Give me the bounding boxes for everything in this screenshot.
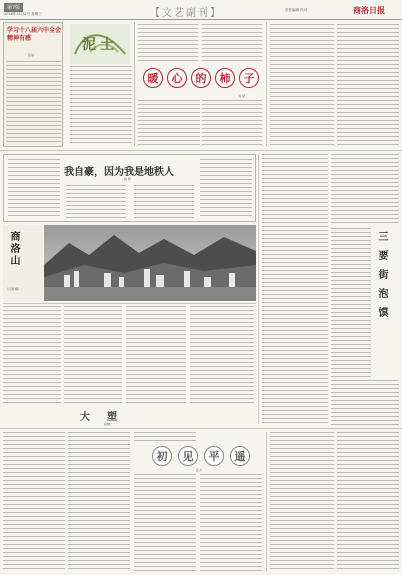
story-col-3 [126, 306, 186, 406]
poem-author: 杨 晖 [124, 177, 131, 181]
feature-col-3 [202, 24, 262, 64]
feature-title-char: 心 [167, 68, 187, 88]
bottom-mid-title-char: 初 [152, 446, 172, 466]
bottom-right-col-2 [337, 432, 399, 572]
bottom-mid-col-3 [200, 474, 262, 572]
poem-lines-mid [66, 185, 126, 219]
bottom-mid-title-char: 遥 [230, 446, 250, 466]
right-col-1 [270, 24, 334, 146]
vertical-title-char: 要 [378, 251, 392, 262]
section-rule [0, 428, 402, 429]
divider [258, 154, 259, 424]
bottom-mid-title-char: 见 [178, 446, 198, 466]
vertical-title-char: 馍 [378, 308, 392, 319]
bottom-right-col-1 [270, 432, 334, 572]
bottom-left-col-2 [68, 432, 130, 572]
feature-author: 刘 斌 [238, 94, 245, 98]
feature-title [142, 68, 260, 92]
left-byline: 张丽 [28, 53, 35, 57]
issue-date: 2016年11月2日 星期三 [4, 12, 42, 16]
bottom-left-col-1 [3, 432, 65, 572]
feature-title-char: 柿 [215, 68, 235, 88]
feature-title-char: 的 [191, 68, 211, 88]
bottom-mid-title-char: 平 [204, 446, 224, 466]
bottom-left-title-char: 塑 [107, 412, 120, 423]
feature-intro-text [70, 66, 132, 146]
story-col-4 [190, 306, 254, 406]
bottom-mid-col-2 [134, 474, 196, 572]
bottom-left-title [80, 408, 120, 423]
bottom-mid-col-1 [134, 432, 196, 444]
poem-lines-left [8, 159, 60, 219]
mountain-town-photo [44, 225, 256, 301]
vertical-title-char: 街 [378, 270, 392, 281]
feature-title-char: 暖 [143, 68, 163, 88]
photo-title-text: 商洛山 [8, 231, 19, 267]
section-rule [3, 303, 256, 304]
right-mid-col-1 [262, 154, 328, 384]
right-mid-col-2 [331, 154, 399, 224]
photo-caption: （记者 摄） [5, 287, 21, 291]
header-rule [0, 19, 402, 20]
header [0, 0, 402, 20]
editor-line: 责任编辑 校对 [285, 8, 308, 12]
left-column-text [7, 61, 61, 145]
feature-body-1 [138, 100, 200, 146]
feature-title-char: 子 [239, 68, 259, 88]
right-lower-col-2 [331, 380, 399, 426]
right-lower-col-1 [262, 386, 328, 426]
photo-block [3, 225, 256, 301]
section-title: 【文艺副刊】 [150, 8, 222, 19]
poem-banner [3, 154, 256, 222]
divider [266, 432, 267, 572]
feature-body-2 [202, 100, 262, 146]
right-vertical-title [374, 228, 396, 358]
divider [266, 22, 267, 146]
right-mid-col-3 [331, 228, 371, 378]
vertical-title-char: 三 [378, 232, 392, 243]
photo-title [3, 225, 43, 301]
poem-lines-right [134, 185, 194, 219]
divider [134, 22, 135, 146]
feature-logo-text: 泥土 [82, 37, 118, 53]
bottom-mid-title [142, 446, 260, 466]
right-col-2 [337, 24, 399, 146]
bottom-left-author: 赵晓 [104, 422, 111, 426]
page-number: 第7版 [4, 3, 23, 12]
story-col-2 [64, 306, 122, 406]
section-rule [0, 150, 402, 151]
poem-lines-far [200, 159, 252, 219]
bottom-left-title-char: 大 [80, 412, 93, 423]
feature-col-2 [138, 24, 198, 64]
vertical-title-char: 泡 [378, 289, 392, 300]
story-col-1 [3, 306, 61, 406]
feature-logo [70, 24, 130, 64]
poem-title: 我自豪，因为我是地秩人 [64, 167, 174, 178]
paper-name: 商洛日报 [353, 5, 385, 15]
left-column-box [3, 22, 63, 147]
bottom-mid-author: 张力 [196, 468, 203, 472]
left-headline: 学习十八届六中全会精神有感 [7, 27, 62, 42]
